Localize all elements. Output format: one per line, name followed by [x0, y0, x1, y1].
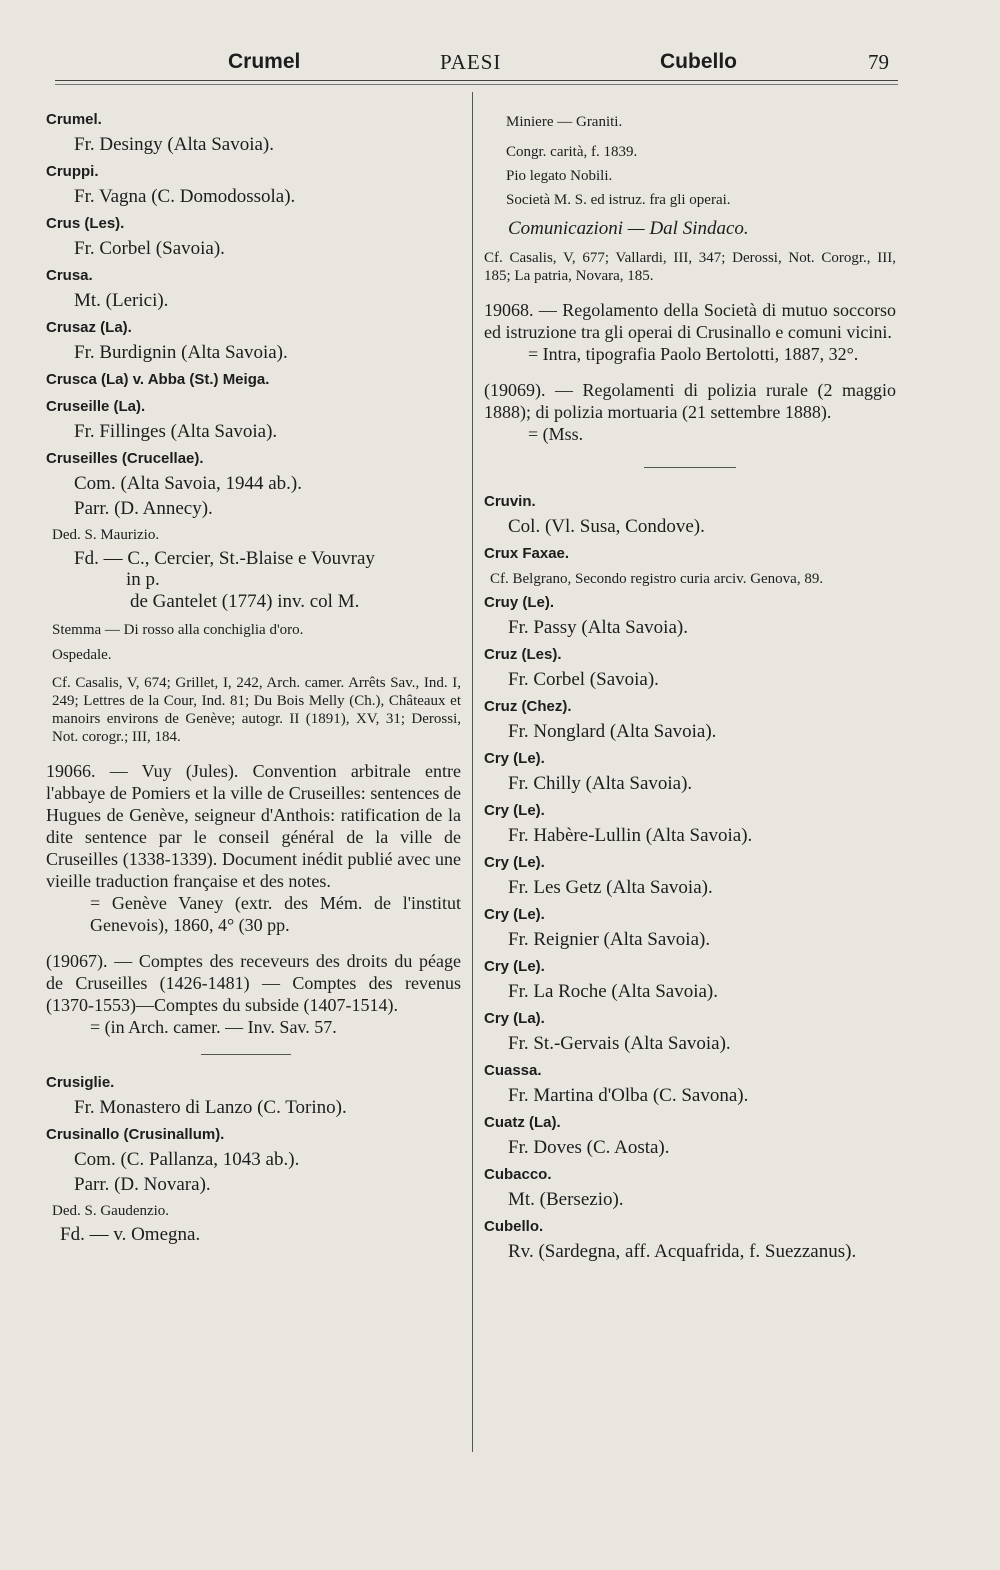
entry-cruseilles	[46, 447, 461, 746]
entry-line: Fr. Monastero di Lanzo (C. Torino).	[74, 1097, 347, 1118]
entry-line: Fr. Doves (C. Aosta).	[508, 1137, 670, 1158]
entry-title: Cuassa.	[484, 1062, 542, 1079]
entry-crusca	[46, 368, 461, 392]
header-left-word: Crumel	[228, 50, 301, 73]
communications-text: Comunicazioni — Dal Sindaco.	[508, 218, 749, 239]
publication-text: 19068. — Regolamento della Società di mutuo soccorso ed istruzione tra gli operai di Crusinallo e comuni vicini.	[484, 300, 896, 342]
entry-cry	[484, 799, 896, 848]
publication-text: (19069). — Regolamenti di polizia rurale (2 maggio 1888); di polizia mortuaria (21 settembre 1888).	[484, 380, 896, 422]
entry-line: de Gantelet (1774) inv. col M.	[130, 591, 360, 612]
entry-line: Com. (Alta Savoia, 1944 ab.).	[74, 473, 302, 494]
entry-note: Ded. S. Maurizio.	[52, 527, 160, 543]
entry-title: Crusinallo (Crusinallum).	[46, 1126, 225, 1143]
citation: Cf. Belgrano, Secondo registro curia arciv. Genova, 89.	[490, 571, 824, 587]
entry-title: Cubacco.	[484, 1166, 552, 1183]
entry-cubello	[484, 1215, 896, 1264]
column-divider	[472, 92, 473, 1452]
entry-line: Fr. Corbel (Savoia).	[74, 238, 225, 259]
entry-line: Fr. La Roche (Alta Savoia).	[508, 981, 719, 1002]
citation: Cf. Casalis, V, 674; Grillet, I, 242, Arch. camer. Arrêts Sav., Ind. I, 249; Lettres de la Cour, Ind. 81; Du Bois Melly (Ch.), Châteaux et manoirs environs de Genève; autogr. II (1891), XV, 31; Derossi, Not. corogr.; III, 184.	[52, 675, 461, 745]
entry-line: Fr. Vagna (C. Domodossola).	[74, 186, 296, 207]
entry-title: Cry (Le).	[484, 750, 545, 767]
publication-19066	[46, 760, 461, 936]
entry-line: Com. (C. Pallanza, 1043 ab.).	[74, 1149, 300, 1170]
entry-title: Crux Faxae.	[484, 545, 570, 562]
entry-title: Cruvin.	[484, 493, 536, 510]
entry-crusiglie	[46, 1071, 461, 1120]
entry-line: Mt. (Bersezio).	[508, 1189, 624, 1210]
entry-title: Crusa.	[46, 267, 93, 284]
entry-line: Fd. — v. Omegna.	[60, 1224, 201, 1245]
header-right-word: Cubello	[660, 50, 737, 73]
entry-title: Crumel.	[46, 111, 102, 128]
entry-line: Fd. — C., Cercier, St.-Blaise e Vouvray	[74, 548, 375, 569]
publication-imprint: = (in Arch. camer. — Inv. Sav. 57.	[90, 1017, 337, 1037]
entry-note: Congr. carità, f. 1839.	[506, 144, 638, 160]
entry-cry	[484, 955, 896, 1004]
entry-cruz-les	[484, 643, 896, 692]
entry-crus	[46, 212, 461, 261]
publication-19069	[484, 379, 896, 445]
entry-cry	[484, 747, 896, 796]
entry-cruvin	[484, 490, 896, 539]
entry-line: Fr. Habère-Lullin (Alta Savoia).	[508, 825, 753, 846]
entry-cruseille	[46, 395, 461, 444]
entry-cubacco	[484, 1163, 896, 1212]
entry-note: Ospedale.	[52, 647, 112, 663]
left-column	[46, 108, 461, 1250]
entry-cry	[484, 903, 896, 952]
page-number: 79	[868, 50, 889, 74]
entry-line: Fr. St.-Gervais (Alta Savoia).	[508, 1033, 731, 1054]
entry-line: Fr. Corbel (Savoia).	[508, 669, 659, 690]
entry-cry	[484, 1007, 896, 1056]
entry-line: Parr. (D. Annecy).	[74, 498, 213, 519]
entry-line: in p.	[126, 569, 160, 590]
entry-title: Cry (La).	[484, 1010, 545, 1027]
publication-19068	[484, 299, 896, 365]
entry-title: Cuatz (La).	[484, 1114, 561, 1131]
entry-title: Cruz (Chez).	[484, 698, 572, 715]
entry-line: Fr. Les Getz (Alta Savoia).	[508, 877, 713, 898]
publication-imprint: = (Mss.	[528, 424, 584, 444]
section-separator	[201, 1054, 291, 1055]
entry-title: Cry (Le).	[484, 802, 545, 819]
entry-line: Col. (Vl. Susa, Condove).	[508, 516, 705, 537]
entry-line: Rv. (Sardegna, aff. Acquafrida, f. Suezzanus).	[508, 1241, 857, 1262]
entry-title: Crusaz (La).	[46, 319, 132, 336]
entry-title: Cruy (Le).	[484, 594, 555, 611]
entry-line: Mt. (Lerici).	[74, 290, 169, 311]
section-separator	[644, 467, 736, 468]
entry-line: Fr. Passy (Alta Savoia).	[508, 617, 688, 638]
entry-title: Cubello.	[484, 1218, 544, 1235]
entry-crusa	[46, 264, 461, 313]
header-section-title: PAESI	[440, 50, 502, 74]
publication-text: 19066. — Vuy (Jules). Convention arbitrale entre l'abbaye de Pomiers et la ville de Cruseilles: sentences de Hugues de Genève, seigneur d'Anthois: ratification de la dite sentence par le conseil général de la ville de Cruseilles (1338-1339). Document inédit publié avec une vieille traduction française et des notes.	[46, 761, 461, 891]
entry-cuatz	[484, 1111, 896, 1160]
publication-imprint: = Intra, tipografia Paolo Bertolotti, 1887, 32°.	[528, 344, 859, 364]
header-rule	[55, 80, 898, 81]
publication-text: (19067). — Comptes des receveurs des droits du péage de Cruseilles (1426-1481) — Comptes des revenus (1370-1553)—Comptes du subside (1407-1514).	[46, 951, 461, 1015]
entry-cuassa	[484, 1059, 896, 1108]
entry-line: Fr. Chilly (Alta Savoia).	[508, 773, 693, 794]
entry-cry	[484, 851, 896, 900]
entry-crusaz	[46, 316, 461, 365]
entry-line: Fr. Fillinges (Alta Savoia).	[74, 421, 278, 442]
entry-cruy	[484, 591, 896, 640]
entry-cruppi	[46, 160, 461, 209]
entry-title: Cruz (Les).	[484, 646, 562, 663]
entry-crux-faxae	[484, 542, 896, 588]
entry-note: Pio legato Nobili.	[506, 168, 613, 184]
entry-title: Cruseilles (Crucellae).	[46, 450, 204, 467]
entry-title: Crusiglie.	[46, 1074, 115, 1091]
header-rule-lower	[55, 84, 898, 85]
publication-imprint: = Genève Vaney (extr. des Mém. de l'institut Genevois), 1860, 4° (30 pp.	[90, 893, 461, 935]
citation: Cf. Casalis, V, 677; Vallardi, III, 347; Derossi, Not. Corogr., III, 185; La patria, Novara, 185.	[484, 250, 896, 284]
right-column	[484, 110, 896, 1267]
entry-crusinallo	[46, 1123, 461, 1247]
entry-note: Società M. S. ed istruz. fra gli operai.	[506, 192, 731, 208]
entry-cruz-chez	[484, 695, 896, 744]
entry-note: Miniere — Graniti.	[506, 114, 623, 130]
entry-communications	[484, 216, 896, 241]
entry-title: Cry (Le).	[484, 854, 545, 871]
entry-title: Crusca (La) v. Abba (St.) Meiga.	[46, 371, 270, 388]
entry-title: Cruseille (La).	[46, 398, 146, 415]
entry-title: Cry (Le).	[484, 958, 545, 975]
entry-crumel	[46, 108, 461, 157]
publication-19067	[46, 950, 461, 1038]
running-header	[0, 44, 1000, 84]
entry-line: Parr. (D. Novara).	[74, 1174, 211, 1195]
entry-title: Cry (Le).	[484, 906, 545, 923]
entry-note: Stemma — Di rosso alla conchiglia d'oro.	[52, 622, 304, 638]
entry-title: Crus (Les).	[46, 215, 125, 232]
entry-note: Ded. S. Gaudenzio.	[52, 1203, 170, 1219]
entry-title: Cruppi.	[46, 163, 99, 180]
entry-line: Fr. Nonglard (Alta Savoia).	[508, 721, 717, 742]
entry-line: Fr. Martina d'Olba (C. Savona).	[508, 1085, 749, 1106]
entry-line: Fr. Desingy (Alta Savoia).	[74, 134, 275, 155]
entry-line: Fr. Reignier (Alta Savoia).	[508, 929, 711, 950]
entry-line: Fr. Burdignin (Alta Savoia).	[74, 342, 288, 363]
